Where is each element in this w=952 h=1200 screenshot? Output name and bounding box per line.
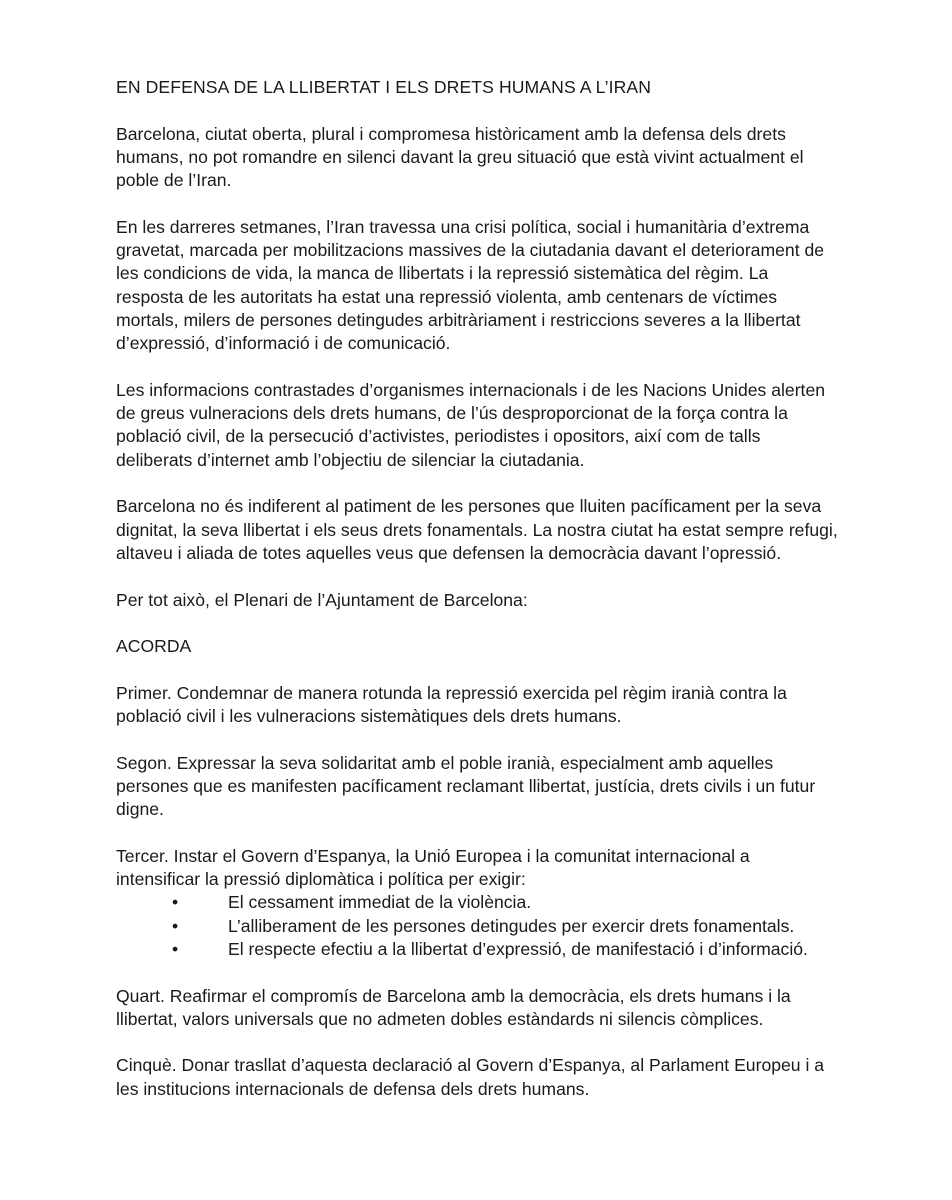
- document-title: EN DEFENSA DE LA LLIBERTAT I ELS DRETS HUMANS A L’IRAN: [116, 77, 652, 97]
- bullet-marker: •: [172, 938, 179, 959]
- list-item: [116, 891, 846, 914]
- list-item-text: El respecte efectiu a la llibertat d’expressió, de manifestació i d’informació.: [228, 938, 808, 959]
- bullet-marker: •: [172, 915, 179, 936]
- paragraph-quart: Quart. Reafirmar el compromís de Barcelona amb la democràcia, els drets humans i la llibertat, valors universals que no admeten dobles estàndards ni silencis còmplices.: [116, 985, 791, 1029]
- demands-list: [116, 891, 846, 961]
- paragraph-intro: Barcelona, ciutat oberta, plural i compromesa històricament amb la defensa dels drets humans, no pot romandre en silenci davant la greu situació que està vivint actualment el poble de l’Iran.: [116, 123, 804, 191]
- paragraph-plenari: Per tot això, el Plenari de l’Ajuntament de Barcelona:: [116, 589, 528, 610]
- paragraph-crisis: En les darreres setmanes, l’Iran travessa una crisi política, social i humanitària d’extrema gravetat, marcada per mobilitzacions massives de la ciutadania davant el deteriorament de les condicions de vida, la manca de llibertats i la repressió sistemàtica del règim. La resposta de les autoritats ha estat una repressió violenta, amb centenars de víctimes mortals, milers de persones detingudes arbitràriament i restriccions severes a la llibertat d’expressió, d’informació i de comunicació.: [116, 216, 825, 354]
- paragraph-barcelona: Barcelona no és indiferent al patiment de les persones que lluiten pacíficament per la seva dignitat, la seva llibertat i els seus drets fonamentals. La nostra ciutat ha estat sempre refugi, altaveu i aliada de totes aquelles veus que defensen la democràcia davant l’opressió.: [116, 496, 838, 563]
- heading-acorda: ACORDA: [116, 636, 192, 657]
- paragraph-reports: Les informacions contrastades d’organismes internacionals i de les Nacions Unides alerten de greus vulneracions dels drets humans, de l’ús desproporcionat de la força contra la població civil, de la persecució d’activistes, periodistes i opositors, així com de talls deliberats d’internet amb l’objectiu de silenciar la ciutadania.: [116, 379, 826, 470]
- paragraph-tercer: Tercer. Instar el Govern d’Espanya, la Unió Europea i la comunitat internacional a intensificar la pressió diplomàtica i política per exigir:: [116, 845, 750, 890]
- list-item: [116, 915, 846, 938]
- list-item-text: L’alliberament de les persones detingudes per exercir drets fonamentals.: [228, 915, 795, 936]
- paragraph-primer: Primer. Condemnar de manera rotunda la repressió exercida pel règim iranià contra la població civil i les vulneracions sistemàtiques dels drets humans.: [116, 682, 787, 727]
- list-item: [116, 938, 846, 961]
- bullet-marker: •: [172, 892, 179, 913]
- paragraph-cinque: Cinquè. Donar trasllat d’aquesta declaració al Govern d’Espanya, al Parlament Europeu i a les institucions internacionals de defensa dels drets humans.: [116, 1055, 825, 1099]
- paragraph-segon: Segon. Expressar la seva solidaritat amb el poble iranià, especialment amb aquelles persones que es manifesten pacíficament reclamant llibertat, justícia, drets civils i un futur digne.: [116, 752, 816, 820]
- document-body: [116, 76, 846, 1124]
- list-item-text: El cessament immediat de la violència.: [228, 892, 532, 913]
